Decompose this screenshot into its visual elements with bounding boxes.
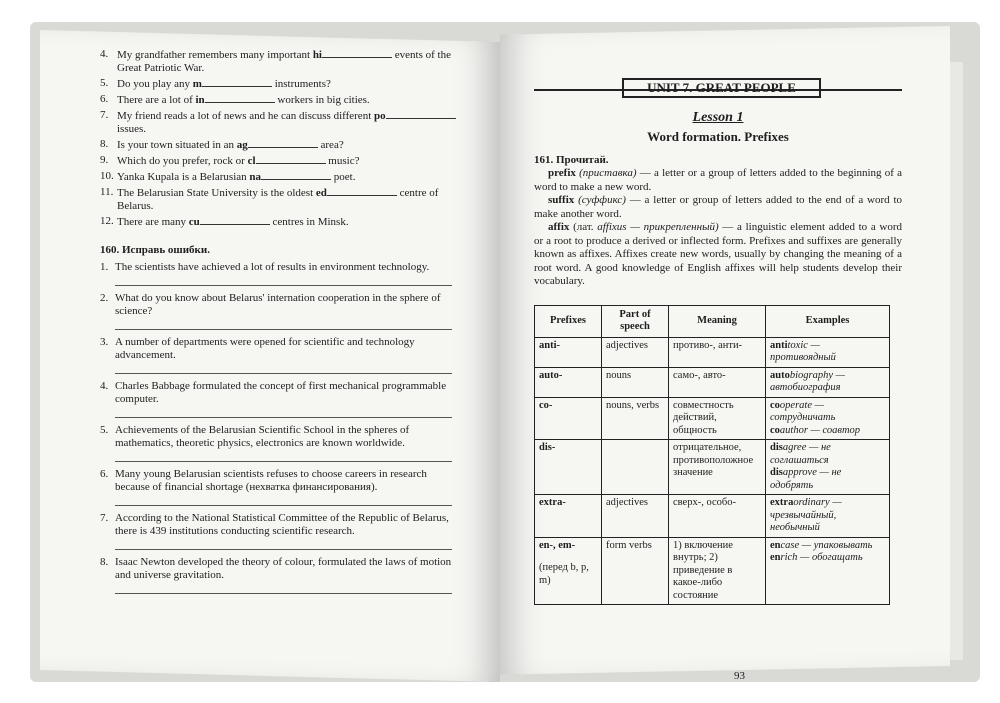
correction-text: What do you know about Belarus' internation cooperation in the sphere of science? [115, 292, 441, 317]
suffix-definition: suffix (суффикс) — a letter or group of letters added to the end of a word to make another word. [534, 194, 903, 220]
item-word-start: cl [247, 155, 256, 167]
item-text-after: events of the Great Patriotic War. [117, 49, 451, 74]
cell-meaning: противо-, анти- [669, 337, 766, 367]
item-text-before: My friend reads a lot of news and he can discuss different [117, 110, 372, 122]
blank-line[interactable] [202, 77, 272, 87]
item-word-start: hi [312, 49, 322, 61]
item-number: 5. [100, 77, 109, 89]
item-number: 3. [100, 336, 109, 348]
example: cooperate — сотрудничать [770, 399, 836, 423]
cell-part-of-speech: adjectives [602, 337, 669, 367]
item-number: 10. [100, 170, 114, 182]
cell-prefix: dis- [535, 440, 602, 495]
exercise-title-161: 161. Прочитай. [534, 153, 609, 166]
correction-item [100, 261, 460, 286]
exercise-item [100, 170, 460, 184]
item-text-before: Yanka Kupala is a Belarusian [117, 171, 247, 183]
cell-part-of-speech: form verbs [602, 537, 669, 605]
item-number: 7. [100, 512, 109, 524]
cell-meaning: отрицательное, противоположное значение [669, 440, 766, 495]
item-text-after: centres in Minsk. [272, 216, 349, 228]
item-number: 9. [100, 154, 109, 166]
answer-line[interactable] [115, 318, 452, 330]
cell-part-of-speech [602, 440, 669, 495]
correction-item [100, 336, 460, 374]
cell-part-of-speech: nouns, verbs [602, 397, 669, 440]
answer-line[interactable] [115, 406, 452, 418]
cell-examples [766, 397, 890, 440]
item-number: 11. [100, 186, 114, 198]
cell-examples [766, 440, 890, 495]
item-number: 12. [100, 215, 114, 227]
page-edges [948, 62, 963, 660]
example: antitoxic — противоядный [770, 339, 836, 363]
exercise-item [100, 138, 460, 152]
answer-line[interactable] [115, 450, 452, 462]
blank-line[interactable] [322, 48, 392, 58]
correction-text: A number of departments were opened for scientific and technology advancement. [115, 336, 415, 361]
correction-text: Achievements of the Belarusian Scientific School in the spheres of mathematics, theoretic physics, electronics are known worldwide. [115, 424, 410, 449]
correction-item [100, 424, 460, 462]
example: disagree — не соглашаться [770, 442, 831, 466]
item-number: 6. [100, 468, 109, 480]
cell-meaning: сверх-, особо- [669, 495, 766, 538]
affix-definition: affix (лат. affixus — прикрепленный) — a linguistic element added to a word or a root to produce a derived or inflected form. Prefixes and suffixes are generally known as affixes. Affixes create new words, usually by changing the meaning of a root word. A good knowledge of English affixes will help students develop their vocabulary. [534, 221, 903, 287]
example: enrich — обогащать [770, 552, 863, 563]
item-text-after: poet. [333, 171, 356, 183]
section-title-160: 160. Исправь ошибки. [100, 244, 210, 256]
cell-prefix: co- [535, 397, 602, 440]
corrections-list [100, 261, 460, 594]
lesson-title: Lesson 1 [692, 109, 744, 125]
item-text-after: instruments? [274, 78, 331, 90]
right-page-content [534, 78, 903, 682]
blank-line[interactable] [200, 215, 270, 225]
example: autobiography — автобиография [770, 369, 845, 393]
exercise-item [100, 93, 460, 107]
cell-meaning: совместность действий, общность [669, 397, 766, 440]
item-number: 6. [100, 93, 109, 105]
item-word-start: m [192, 78, 202, 90]
left-page-content [100, 48, 460, 600]
cell-prefix: extra- [535, 495, 602, 538]
cell-part-of-speech: nouns [602, 367, 669, 397]
blank-line[interactable] [205, 93, 275, 103]
correction-text: Isaac Newton developed the theory of colour, formulated the laws of motion and universe gravitation. [115, 556, 452, 581]
item-word-start: ag [236, 139, 248, 151]
table-row [535, 367, 890, 397]
item-number: 4. [100, 48, 109, 60]
cell-prefix: en-, em- (перед b, p, m) [535, 537, 602, 605]
blank-line[interactable] [248, 138, 318, 148]
answer-line[interactable] [115, 538, 452, 550]
cell-examples [766, 495, 890, 538]
exercise-item [100, 186, 460, 213]
item-number: 1. [100, 261, 109, 273]
example: disapprove — не одобрять [770, 467, 842, 491]
example: extraordinary — чрезвычайный, необычный [770, 497, 842, 533]
col-header-meaning: Meaning [669, 305, 766, 337]
table-body [535, 337, 890, 605]
cell-examples [766, 337, 890, 367]
blank-line[interactable] [386, 109, 456, 119]
item-text-after: area? [320, 139, 344, 151]
answer-line[interactable] [115, 362, 452, 374]
item-text-before: There are a lot of [117, 94, 193, 106]
item-text-after: music? [328, 155, 360, 167]
exercise-item [100, 77, 460, 91]
word-completion-list [100, 48, 460, 229]
table-row [535, 337, 890, 367]
unit-title: UNIT 7. GREAT PEOPLE [622, 78, 821, 98]
item-number: 7. [100, 109, 109, 121]
item-word-start: in [195, 94, 205, 106]
correction-text: Many young Belarusian scientists refuses to choose careers in research because of financial shortage (нехватка финансирования). [115, 468, 427, 493]
col-header-examples: Examples [766, 305, 890, 337]
example: encase — упаковывать [770, 539, 873, 551]
item-text-after: issues. [117, 123, 147, 135]
correction-text: The scientists have achieved a lot of results in environment technology. [115, 261, 430, 273]
table-row [535, 495, 890, 538]
prefix-definition: prefix (приставка) — a letter or a group of letters added to the beginning of a word to make a new word. [534, 167, 903, 193]
item-text-before: Which do you prefer, rock or [117, 155, 245, 167]
answer-line[interactable] [115, 494, 452, 506]
blank-line[interactable] [327, 186, 397, 196]
correction-item [100, 292, 460, 330]
correction-text: Charles Babbage formulated the concept of first mechanical programmable computer. [115, 380, 447, 405]
exercise-item [100, 215, 460, 229]
exercise-item [100, 48, 460, 75]
cell-prefix: auto- [535, 367, 602, 397]
answer-line[interactable] [115, 274, 452, 286]
item-word-start: ed [315, 187, 327, 199]
table-row [535, 397, 890, 440]
cell-examples [766, 367, 890, 397]
cell-part-of-speech: adjectives [602, 495, 669, 538]
item-number: 2. [100, 292, 109, 304]
correction-item [100, 380, 460, 418]
table-header-row [535, 305, 890, 337]
item-number: 4. [100, 380, 109, 392]
item-text-before: My grandfather remembers many important [117, 49, 311, 61]
correction-item [100, 512, 460, 550]
prefix-note: (перед b, p, m) [539, 562, 589, 586]
blank-line[interactable] [256, 154, 326, 164]
cell-meaning: само-, авто- [669, 367, 766, 397]
correction-item [100, 468, 460, 506]
item-number: 8. [100, 556, 109, 568]
item-text-before: Is your town situated in an [117, 139, 235, 151]
example: coauthor — соавтор [770, 424, 861, 436]
col-header-prefixes: Prefixes [535, 305, 602, 337]
col-header-part-of-speech: Part of speech [602, 305, 669, 337]
prefixes-table [534, 305, 890, 606]
item-text-before: The Belarusian State University is the oldest [117, 187, 314, 199]
cell-examples [766, 537, 890, 605]
table-row [535, 537, 890, 605]
cell-meaning: 1) включение внутрь; 2) приведение в какое-либо состояние [669, 537, 766, 605]
item-number: 8. [100, 138, 109, 150]
item-number: 5. [100, 424, 109, 436]
exercise-item [100, 109, 460, 136]
item-text-after: centre of Belarus. [117, 187, 439, 212]
item-text-before: There are many [117, 216, 187, 228]
correction-text: According to the National Statistical Committee of the Republic of Belarus, there is 439 institutions conducting scientific research. [115, 512, 449, 537]
item-text-before: Do you play any [117, 78, 191, 90]
table-row [535, 440, 890, 495]
item-word-start: na [249, 171, 262, 183]
item-text-after: workers in big cities. [277, 94, 370, 106]
cell-prefix: anti- [535, 337, 602, 367]
exercise-item [100, 154, 460, 168]
item-word-start: cu [188, 216, 200, 228]
correction-item [100, 556, 460, 594]
item-word-start: po [374, 110, 386, 122]
blank-line[interactable] [261, 170, 331, 180]
lesson-subtitle: Word formation. Prefixes [647, 129, 789, 144]
page-number: 93 [734, 670, 745, 682]
answer-line[interactable] [115, 582, 452, 594]
